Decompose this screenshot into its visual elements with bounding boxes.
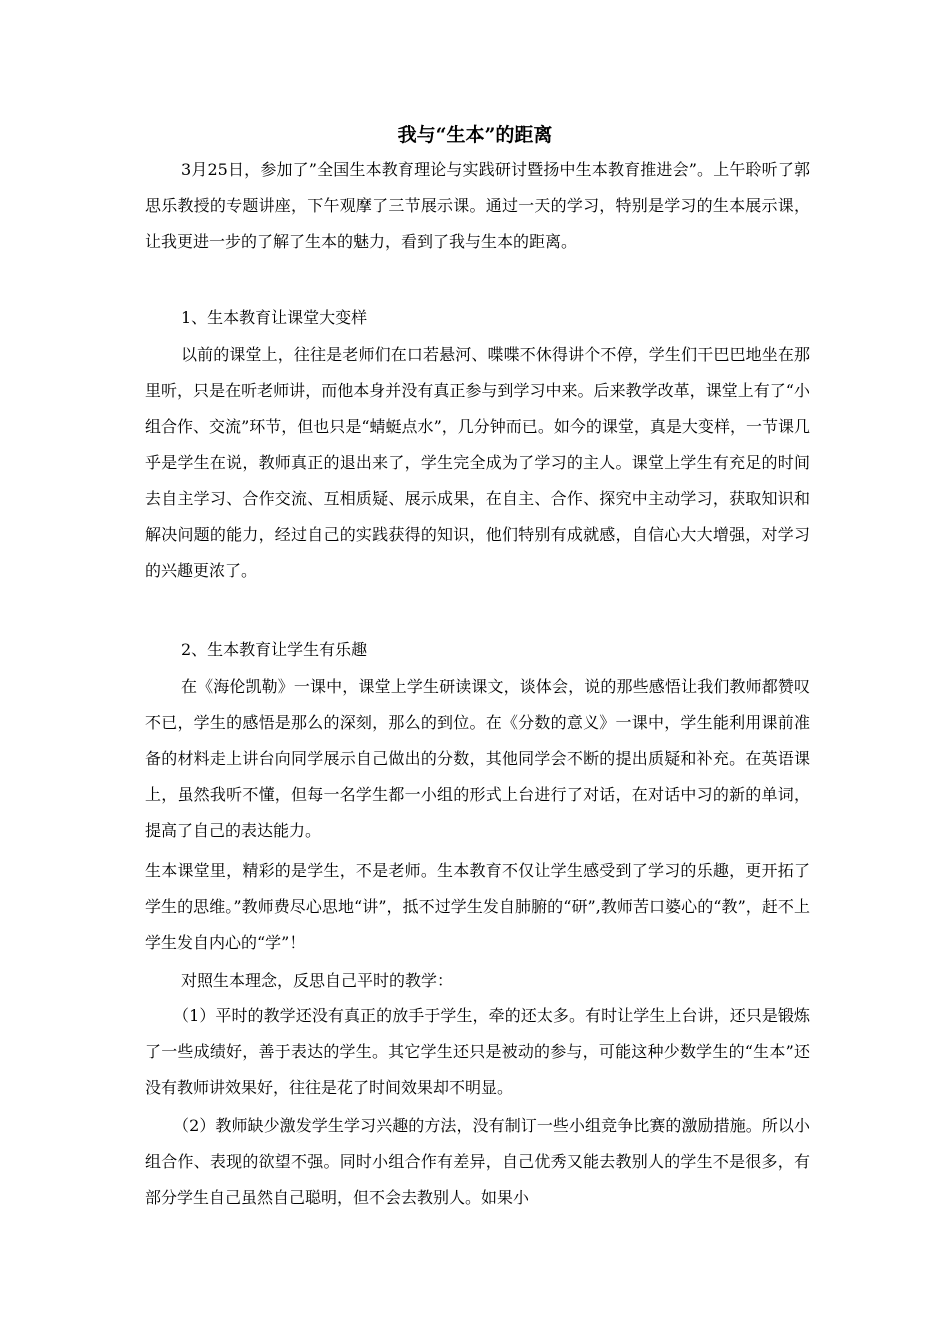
section-2-paragraph: 在《海伦凯勒》一课中，课堂上学生研读课文，谈体会，说的那些感悟让我们教师都赞叹不已，学生的感悟是那么的深刻，那么的到位。在《分数的意义》一课中，学生能利用课前准备的材料走上讲台向同学展示自己做出的分数，其他同学会不断的提出质疑和补充。在英语课上，虽然我听不懂，但每一名学生都一小组的形式上台进行了对话，在对话中习的新的单词，提高了自己的表达能力。 <box>145 677 810 840</box>
section-heading-1: 1、生本教育让课堂大变样 <box>181 308 368 327</box>
section-1-paragraph: 以前的课堂上，往往是老师们在口若悬河、喋喋不休得讲个不停，学生们干巴巴地坐在那里听，只是在听老师讲，而他本身并没有真正参与到学习中来。后来教学改革，课堂上有了“小组合作、交流”环节，但也只是“蜻蜓点水”，几分钟而已。如今的课堂，真是大变样，一节课几乎是学生在说，教师真正的退出来了，学生完全成为了学习的主人。课堂上学生有充足的时间去自主学习、合作交流、互相质疑、展示成果，在自主、合作、探究中主动学习，获取知识和解决问题的能力，经过自己的实践获得的知识，他们特别有成就感，自信心大大增强，对学习的兴趣更浓了。 <box>145 345 810 580</box>
section-heading-2: 2、生本教育让学生有乐趣 <box>181 640 368 659</box>
intro-paragraph: 3月25日，参加了”全国生本教育理论与实践研讨暨扬中生本教育推进会”。上午聆听了郭思乐教授的专题讲座，下午观摩了三节展示课。通过一天的学习，特别是学习的生本展示课，让我更进一步的了解了生本的魅力，看到了我与生本的距离。 <box>145 160 810 251</box>
reflection-point-1: （1）平时的教学还没有真正的放手于学生，牵的还太多。有时让学生上台讲，还只是锻炼了一些成绩好，善于表达的学生。其它学生还只是被动的参与，可能这种少数学生的“生本”还没有教师讲效果好，往往是花了时间效果却不明显。 <box>145 1006 810 1097</box>
reflection-point-2: （2）教师缺少激发学生学习兴趣的方法，没有制订一些小组竞争比赛的激励措施。所以小组合作、表现的欲望不强。同时小组合作有差异，自己优秀又能去教别人的学生不是很多，有部分学生自己虽然自己聪明，但不会去教别人。如果小 <box>145 1116 810 1207</box>
student-centered-paragraph: 生本课堂里，精彩的是学生，不是老师。生本教育不仅让学生感受到了学习的乐趣，更开拓了学生的思维。”教师费尽心思地“讲”，抵不过学生发自肺腑的“研”,教师苦口婆心的“教”，赶不上学生发自内心的“学”！ <box>145 861 810 952</box>
document-title: 我与“生本”的距离 <box>397 124 553 146</box>
reflection-intro: 对照生本理念，反思自己平时的教学： <box>181 971 454 990</box>
